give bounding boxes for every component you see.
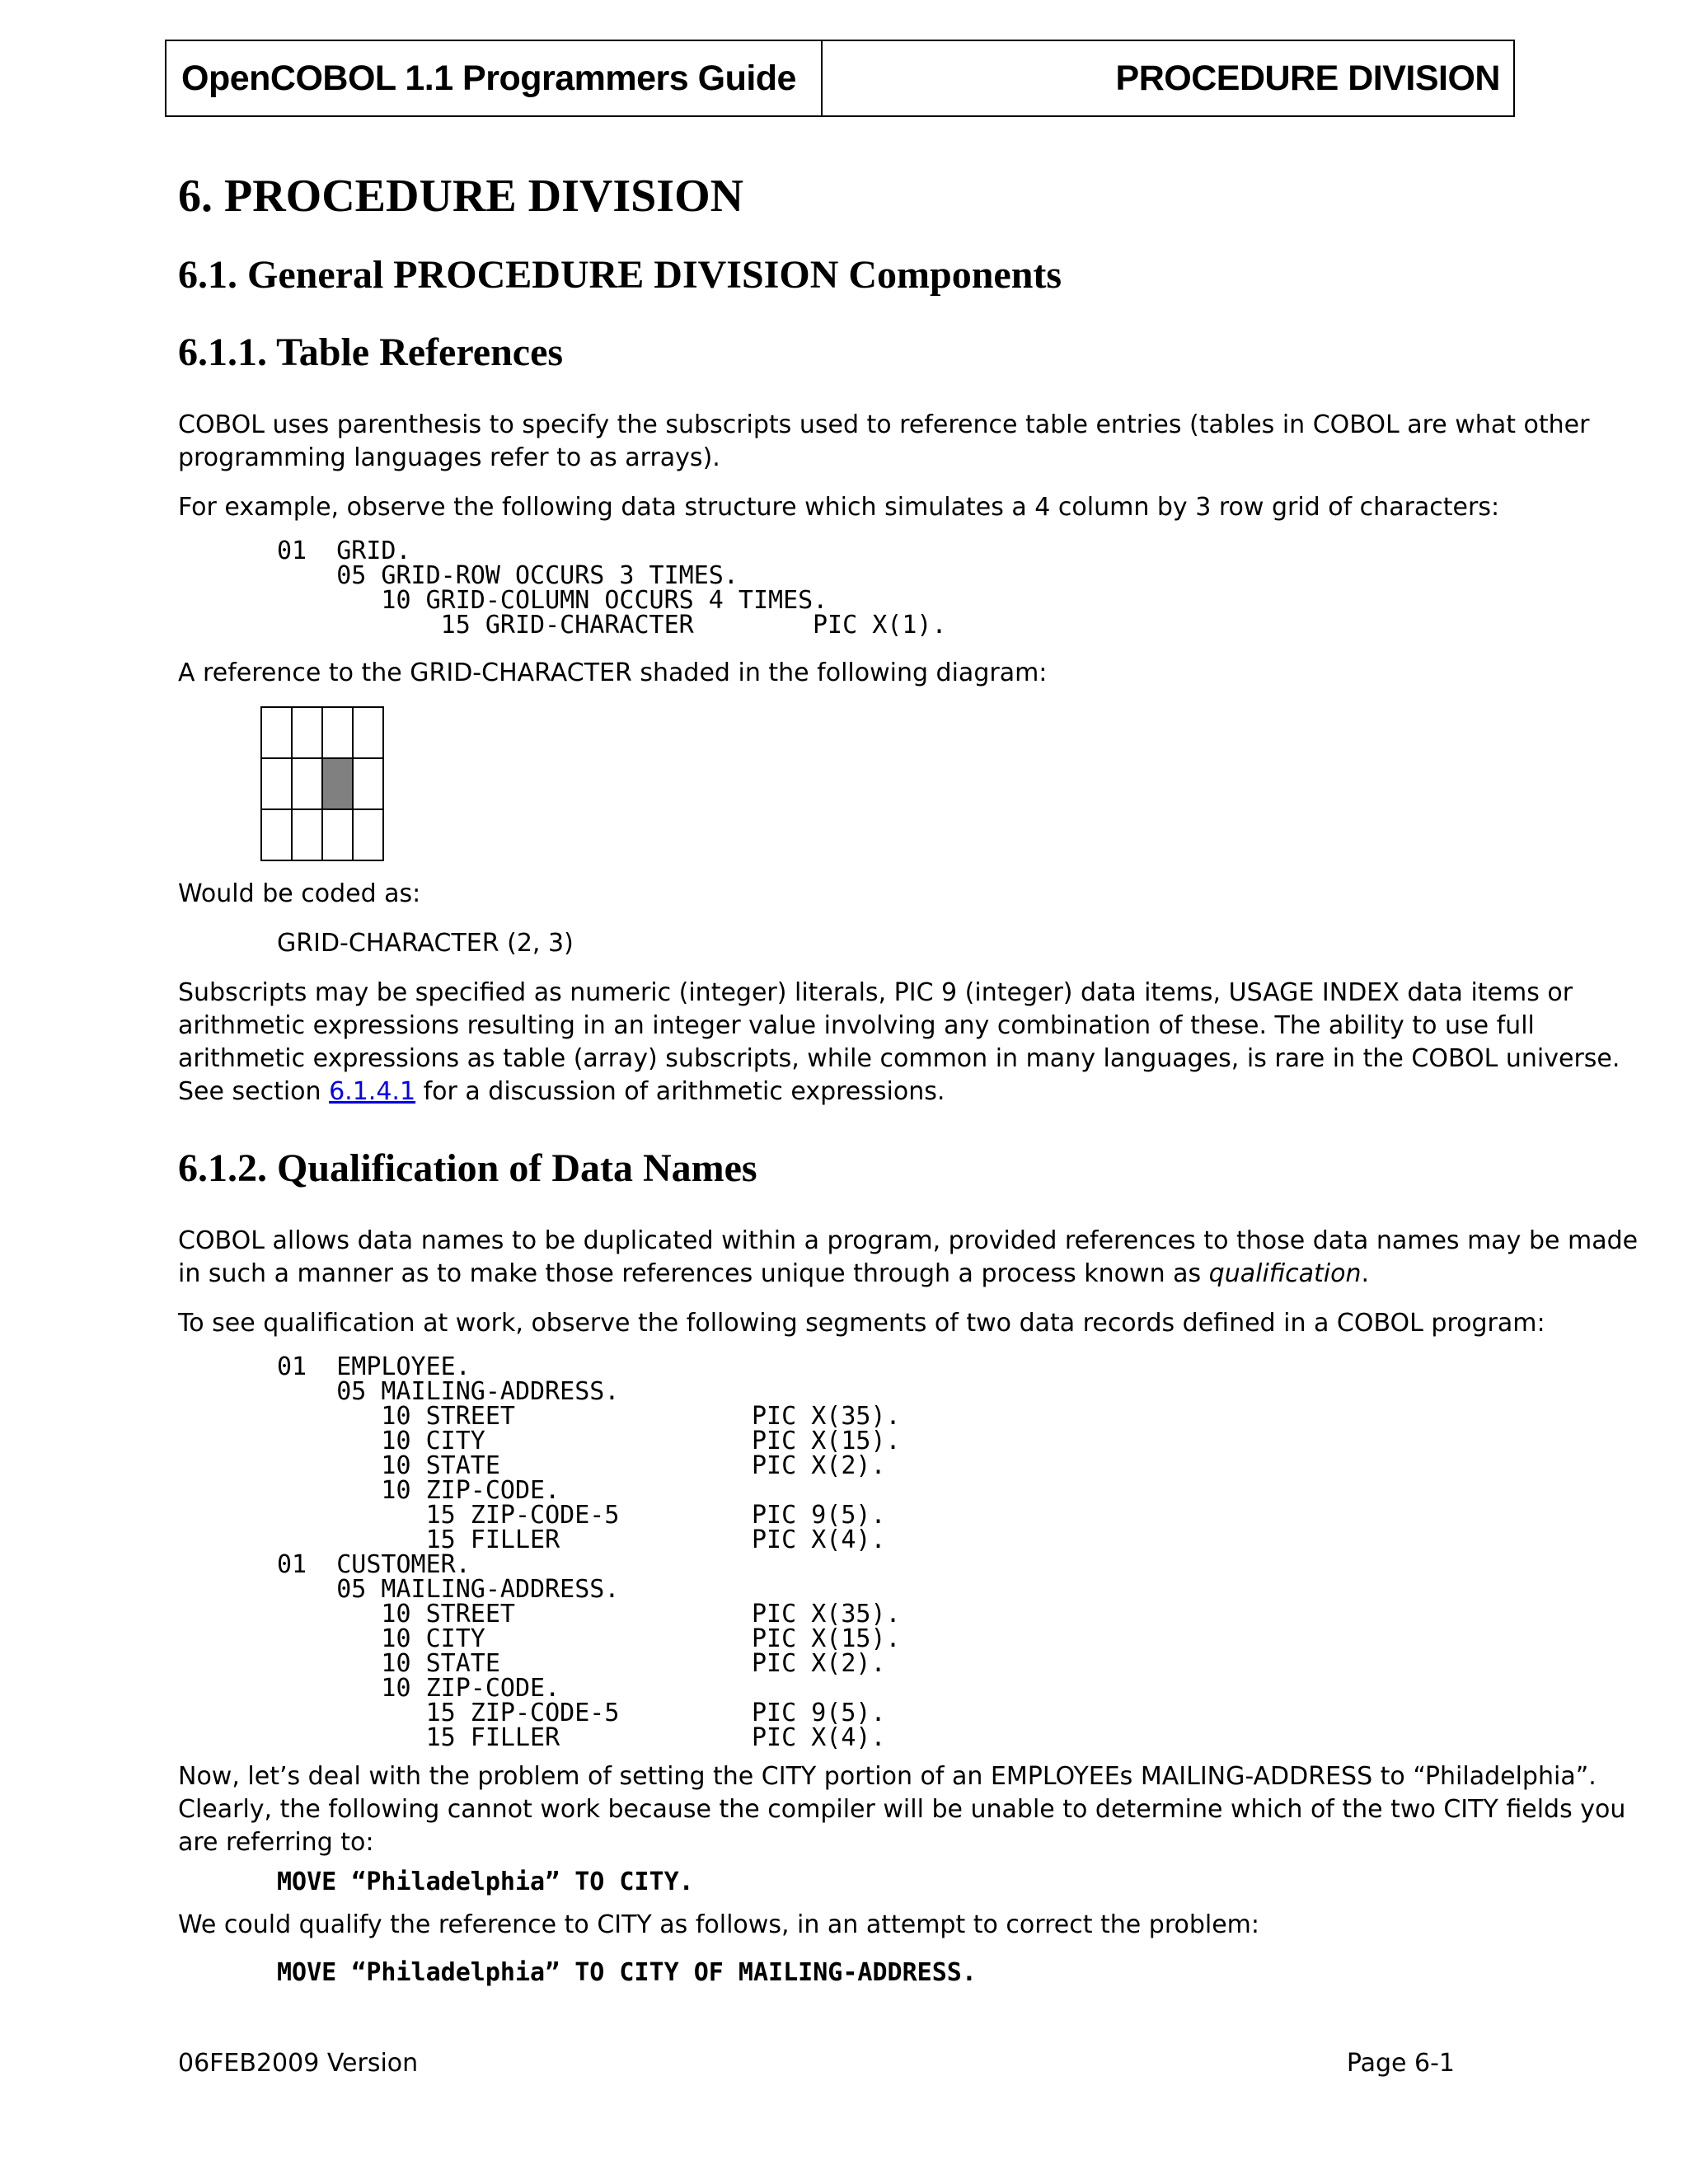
grid-cell [261, 758, 292, 809]
text-segment: . [1361, 1259, 1370, 1288]
section-link-6-1-4-1[interactable]: 6.1.4.1 [329, 1077, 416, 1106]
code-field-declaration: 01 EMPLOYEE. [277, 1352, 471, 1381]
code-line [277, 539, 828, 564]
code-field-declaration: 01 CUSTOMER. [277, 1550, 471, 1579]
paragraph-line: are referring to: [178, 1828, 374, 1857]
header-section-title: PROCEDURE DIVISION [1115, 58, 1500, 98]
code-line [277, 1676, 619, 1701]
paragraph-line: A reference to the GRID-CHARACTER shaded in the following diagram: [178, 658, 1048, 687]
paragraph-line: Clearly, the following cannot work because the compiler will be unable to determine which of the two CITY fields you [178, 1795, 1626, 1824]
code-field-declaration: 15 FILLER [277, 1723, 560, 1752]
code-line [277, 1402, 901, 1431]
code-field-declaration: 05 MAILING-ADDRESS. [277, 1377, 620, 1406]
code-field-declaration: 10 ZIP-CODE. [277, 1674, 560, 1703]
paragraph-line: programming languages refer to as arrays). [178, 443, 720, 472]
code-field-declaration: 05 MAILING-ADDRESS. [277, 1575, 620, 1604]
code-line [277, 561, 828, 590]
code-picture-clause: PIC X(1). [813, 611, 947, 640]
code-field-declaration: 10 ZIP-CODE. [277, 1476, 560, 1505]
paragraph-intro [178, 409, 1590, 475]
subsection-heading-qualification: 6.1.2. Qualification of Data Names [178, 1146, 757, 1190]
code-picture-clause: PIC X(35). [752, 1600, 901, 1629]
text-segment: for a discussion of arithmetic expressions. [415, 1077, 945, 1106]
code-block-records [277, 1352, 901, 1752]
code-line [277, 1550, 619, 1579]
paragraph-example [178, 491, 1513, 524]
grid-cell [353, 758, 383, 809]
code-line [277, 1723, 886, 1752]
code-line [277, 1476, 619, 1505]
grid-row [261, 707, 383, 758]
code-line [277, 1577, 619, 1602]
code-picture-clause: PIC X(15). [752, 1624, 901, 1653]
code-picture-clause: PIC 9(5). [752, 1501, 886, 1530]
subsection-heading-table-references: 6.1.1. Table References [178, 330, 564, 374]
paragraph-problem [178, 1760, 1626, 1859]
paragraph-line: We could qualify the reference to CITY as follows, in an attempt to correct the problem: [178, 1910, 1260, 1939]
grid-cell [261, 809, 292, 860]
code-field-declaration: 05 GRID-ROW OCCURS 3 TIMES. [277, 561, 738, 590]
chapter-heading: 6. PROCEDURE DIVISION [178, 171, 744, 222]
section-heading: 6.1. General PROCEDURE DIVISION Components [178, 253, 1062, 297]
code-picture-clause: PIC X(2). [752, 1451, 886, 1480]
paragraph-line: For example, observe the following data structure which simulates a 4 column by 3 row grid of characters: [178, 493, 1500, 522]
code-line [277, 1501, 886, 1530]
code-line [277, 611, 947, 640]
code-line [277, 1526, 886, 1554]
code-line [277, 1600, 901, 1629]
grid-cell [353, 809, 383, 860]
paragraph-see-qualification [178, 1307, 1545, 1340]
grid-cell [353, 707, 383, 758]
paragraph-coded-as [178, 878, 1513, 911]
code-move-unqualified: MOVE “Philadelphia” TO CITY. [277, 1868, 694, 1896]
paragraph-line: COBOL uses parenthesis to specify the subscripts used to reference table entries (tables in COBOL are what other [178, 410, 1590, 439]
paragraph-reference [178, 657, 1513, 690]
code-field-declaration: 10 GRID-COLUMN OCCURS 4 TIMES. [277, 586, 828, 615]
code-picture-clause: PIC X(4). [752, 1526, 886, 1554]
grid-row [261, 758, 383, 809]
code-picture-clause: PIC 9(5). [752, 1699, 886, 1727]
paragraph-line [178, 1258, 1513, 1291]
footer-version: 06FEB2009 Version [178, 2049, 419, 2078]
code-line [277, 1451, 886, 1480]
grid-row [261, 809, 383, 860]
grid-cell-shaded [322, 758, 353, 809]
code-field-declaration: 10 STREET [277, 1402, 515, 1431]
code-line [277, 1649, 886, 1678]
grid-cell [292, 707, 322, 758]
paragraph-line [178, 1076, 1513, 1108]
header-guide-title: OpenCOBOL 1.1 Programmers Guide [166, 41, 823, 115]
paragraph-line: Would be coded as: [178, 879, 421, 908]
code-field-declaration: 10 STREET [277, 1600, 515, 1629]
paragraph-line: Now, let’s deal with the problem of setting the CITY portion of an EMPLOYEEs MAILING-ADDRESS to “Philadelphia”. [178, 1762, 1597, 1791]
code-line [277, 588, 828, 613]
code-picture-clause: PIC X(2). [752, 1649, 886, 1678]
grid-diagram [260, 706, 384, 861]
grid-cell [292, 758, 322, 809]
code-line [277, 1624, 901, 1653]
paragraph-qualification [178, 1225, 1639, 1291]
paragraph-line: GRID-CHARACTER (2, 3) [277, 929, 574, 958]
code-field-declaration: 10 CITY [277, 1427, 485, 1455]
paragraph-subscripts [178, 977, 1620, 1108]
code-line [277, 1352, 619, 1381]
code-field-declaration: 10 STATE [277, 1451, 500, 1480]
emphasis-term: qualification [1208, 1259, 1362, 1288]
paragraph-line: To see qualification at work, observe the following segments of two data records defined in a COBOL program: [178, 1309, 1545, 1338]
code-field-declaration: 01 GRID. [277, 537, 411, 565]
code-line [277, 1377, 620, 1406]
grid-cell [322, 707, 353, 758]
text-segment: See section [178, 1077, 330, 1106]
footer-page-number: Page 6-1 [1346, 2049, 1455, 2078]
paragraph-line: arithmetic expressions as table (array) subscripts, while common in many languages, is rare in the COBOL universe. [178, 1044, 1620, 1073]
coded-reference-example [277, 927, 1612, 960]
grid-cell [292, 809, 322, 860]
text-segment: in such a manner as to make those references unique through a process known as [178, 1259, 1209, 1288]
code-picture-clause: PIC X(15). [752, 1427, 901, 1455]
code-field-declaration: 15 GRID-CHARACTER [277, 611, 694, 640]
code-picture-clause: PIC X(4). [752, 1723, 886, 1752]
grid-cell [261, 707, 292, 758]
code-block-grid [277, 537, 947, 640]
code-move-qualified: MOVE “Philadelphia” TO CITY OF MAILING-ADDRESS. [277, 1958, 977, 1987]
code-line [277, 1699, 886, 1727]
code-field-declaration: 10 STATE [277, 1649, 500, 1678]
paragraph-line: arithmetic expressions resulting in an integer value involving any combination of these. The ability to use full [178, 1011, 1535, 1040]
code-field-declaration: 15 FILLER [277, 1526, 560, 1554]
paragraph-line: Subscripts may be specified as numeric (integer) literals, PIC 9 (integer) data items, USAGE INDEX data items or [178, 978, 1573, 1007]
paragraph-could-qualify [178, 1909, 1513, 1942]
code-picture-clause: PIC X(35). [752, 1402, 901, 1431]
grid-cell [322, 809, 353, 860]
paragraph-line: COBOL allows data names to be duplicated within a program, provided references to those data names may be made [178, 1226, 1639, 1255]
code-field-declaration: 15 ZIP-CODE-5 [277, 1501, 620, 1530]
code-line [277, 1427, 901, 1455]
page-header [165, 40, 1515, 117]
code-field-declaration: 15 ZIP-CODE-5 [277, 1699, 620, 1727]
code-field-declaration: 10 CITY [277, 1624, 485, 1653]
